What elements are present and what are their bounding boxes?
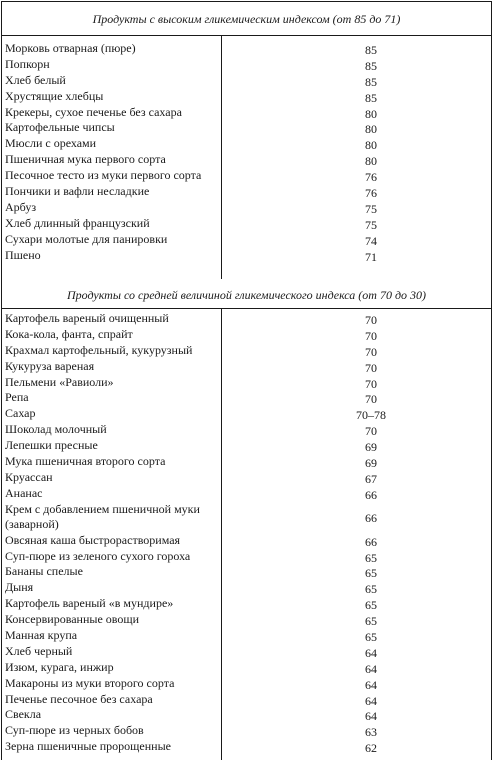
- table-row: [0, 310, 493, 326]
- glycemic-index-value: 75: [365, 201, 377, 216]
- glycemic-index-value: 70: [365, 424, 377, 439]
- table-row: [0, 722, 493, 738]
- product-name: Картофель вареный «в мундире»: [5, 596, 174, 611]
- glycemic-index-value: 70: [365, 313, 377, 327]
- product-name: Крем с добавлением пшеничной муки (заварной): [5, 501, 200, 532]
- glycemic-index-value: 70: [365, 392, 377, 407]
- table-row: [0, 215, 493, 231]
- product-name: Крекеры, сухое печенье без сахара: [5, 104, 182, 119]
- glycemic-index-value: 62: [365, 741, 377, 756]
- glycemic-index-value: 80: [365, 122, 377, 137]
- glycemic-index-value: 70–78: [356, 408, 386, 423]
- glycemic-index-value: 66: [365, 534, 377, 549]
- glycemic-index-value: 85: [365, 58, 377, 73]
- table-row: [0, 611, 493, 627]
- glycemic-index-value: 76: [365, 170, 377, 185]
- product-name: Печенье песочное без сахара: [5, 691, 153, 706]
- table-row: [0, 421, 493, 437]
- product-name: Шоколад молочный: [5, 422, 107, 437]
- table-row: [0, 643, 493, 659]
- table-row: [0, 40, 493, 56]
- glycemic-index-value: 66: [365, 487, 377, 502]
- table-row: [0, 405, 493, 421]
- glycemic-index-value: 65: [365, 614, 377, 629]
- product-name: Кока-кола, фанта, спрайт: [5, 326, 133, 341]
- table-row: [0, 72, 493, 88]
- product-name: Пельмени «Равиоли»: [5, 374, 114, 389]
- product-name: Дыня: [5, 580, 34, 595]
- glycemic-index-value: 67: [365, 471, 377, 486]
- glycemic-index-value: 75: [365, 217, 377, 232]
- table-row: [0, 469, 493, 485]
- product-name: Суп-пюре из черных бобов: [5, 723, 144, 738]
- glycemic-index-value: 71: [365, 249, 377, 264]
- glycemic-index-value: 63: [365, 725, 377, 740]
- table-row: [0, 88, 493, 104]
- product-name: Мюсли с орехами: [5, 136, 97, 151]
- table-row: [0, 659, 493, 675]
- product-name: Суп-пюре из зеленого сухого гороха: [5, 548, 191, 563]
- glycemic-index-value: 85: [365, 43, 377, 57]
- glycemic-index-value: 65: [365, 566, 377, 581]
- table-top-border: [1, 1, 492, 2]
- table-row: [0, 56, 493, 72]
- glycemic-index-value: 64: [365, 661, 377, 676]
- glycemic-index-value: 70: [365, 344, 377, 359]
- table-row: [0, 326, 493, 342]
- glycemic-index-value: 69: [365, 440, 377, 455]
- glycemic-index-value: 85: [365, 74, 377, 89]
- table-row: [0, 119, 493, 135]
- product-name: Морковь отварная (пюре): [5, 41, 136, 55]
- product-name: Песочное тесто из муки первого сорта: [5, 168, 202, 183]
- product-name: Изюм, курага, инжир: [5, 659, 114, 674]
- product-name: Пончики и вафли несладкие: [5, 184, 150, 199]
- product-name: Кукуруза вареная: [5, 358, 95, 373]
- product-name: Сахар: [5, 406, 36, 421]
- section-heading-medium: Продукты со средней величиной гликемического индекса (от 70 до 30): [66, 288, 427, 302]
- table-row: [0, 374, 493, 390]
- product-name: Ананас: [5, 485, 43, 500]
- table-row: [0, 501, 493, 532]
- section-rule-medium: [1, 308, 492, 309]
- glycemic-index-value: 70: [365, 360, 377, 375]
- product-name: Овсяная каша быстрорастворимая: [5, 532, 181, 547]
- product-name: Попкорн: [5, 56, 50, 71]
- product-name: Сухари молотые для панировки: [5, 231, 168, 246]
- glycemic-index-value: 80: [365, 138, 377, 153]
- glycemic-index-value: 64: [365, 693, 377, 708]
- glycemic-index-value: 66: [365, 510, 377, 525]
- table-row: [0, 548, 493, 564]
- glycemic-index-value: 65: [365, 582, 377, 597]
- table-row: [0, 151, 493, 167]
- table-row: [0, 627, 493, 643]
- glycemic-index-value: 65: [365, 550, 377, 565]
- product-name: Хрустящие хлебцы: [5, 88, 104, 103]
- product-name: Круассан: [5, 469, 53, 484]
- product-name: Консервированные овощи: [5, 612, 140, 627]
- table-row: [0, 199, 493, 215]
- glycemic-index-value: 64: [365, 677, 377, 692]
- table-row: [0, 358, 493, 374]
- product-name: Макароны из муки второго сорта: [5, 675, 175, 690]
- glycemic-index-value: 76: [365, 186, 377, 201]
- glycemic-index-value: 65: [365, 630, 377, 645]
- glycemic-index-value: 69: [365, 456, 377, 471]
- glycemic-index-value: 85: [365, 90, 377, 105]
- table-row: [0, 167, 493, 183]
- product-name: Пшено: [5, 247, 41, 262]
- product-name: Картофель вареный очищенный: [5, 311, 169, 325]
- glycemic-index-value: 80: [365, 106, 377, 121]
- product-name: Лепешки пресные: [5, 438, 98, 453]
- product-name: Хлеб длинный французский: [5, 215, 150, 230]
- table-row: [0, 183, 493, 199]
- section-heading-high: Продукты с высоким гликемическим индексом (от 85 до 71): [92, 12, 401, 26]
- table-row: [0, 691, 493, 707]
- glycemic-index-value: 64: [365, 645, 377, 660]
- section-rows-medium: [0, 310, 493, 754]
- table-row: [0, 579, 493, 595]
- table-row: [0, 231, 493, 247]
- table-row: [0, 342, 493, 358]
- glycemic-index-value: 70: [365, 328, 377, 343]
- product-name: Пшеничная мука первого сорта: [5, 152, 166, 167]
- glycemic-index-value: 65: [365, 598, 377, 613]
- product-name: Бананы спелые: [5, 564, 83, 579]
- table-row: [0, 595, 493, 611]
- table-row: [0, 389, 493, 405]
- table-row: [0, 104, 493, 120]
- glycemic-index-value: 70: [365, 376, 377, 391]
- table-row: [0, 706, 493, 722]
- table-row: [0, 738, 493, 754]
- product-name: Хлеб белый: [5, 72, 66, 87]
- product-name: Крахмал картофельный, кукурузный: [5, 342, 193, 357]
- table-row: [0, 247, 493, 263]
- table-row: [0, 453, 493, 469]
- section-rule-high: [1, 35, 492, 36]
- product-name: Картофельные чипсы: [5, 120, 115, 135]
- product-name: Манная крупа: [5, 628, 78, 643]
- glycemic-index-value: 64: [365, 709, 377, 724]
- table-row: [0, 485, 493, 501]
- section-rows-high: [0, 40, 493, 262]
- table-row: [0, 675, 493, 691]
- product-name: Репа: [5, 390, 29, 405]
- table-row: [0, 135, 493, 151]
- table-row: [0, 563, 493, 579]
- product-name: Хлеб черный: [5, 643, 73, 658]
- table-row: [0, 532, 493, 548]
- product-name: Зерна пшеничные пророщенные: [5, 739, 171, 754]
- glycemic-index-value: 80: [365, 154, 377, 169]
- product-name: Свекла: [5, 707, 42, 722]
- product-name: Арбуз: [5, 199, 37, 214]
- glycemic-index-value: 74: [365, 233, 377, 248]
- product-name: Мука пшеничная второго сорта: [5, 454, 166, 469]
- table-row: [0, 437, 493, 453]
